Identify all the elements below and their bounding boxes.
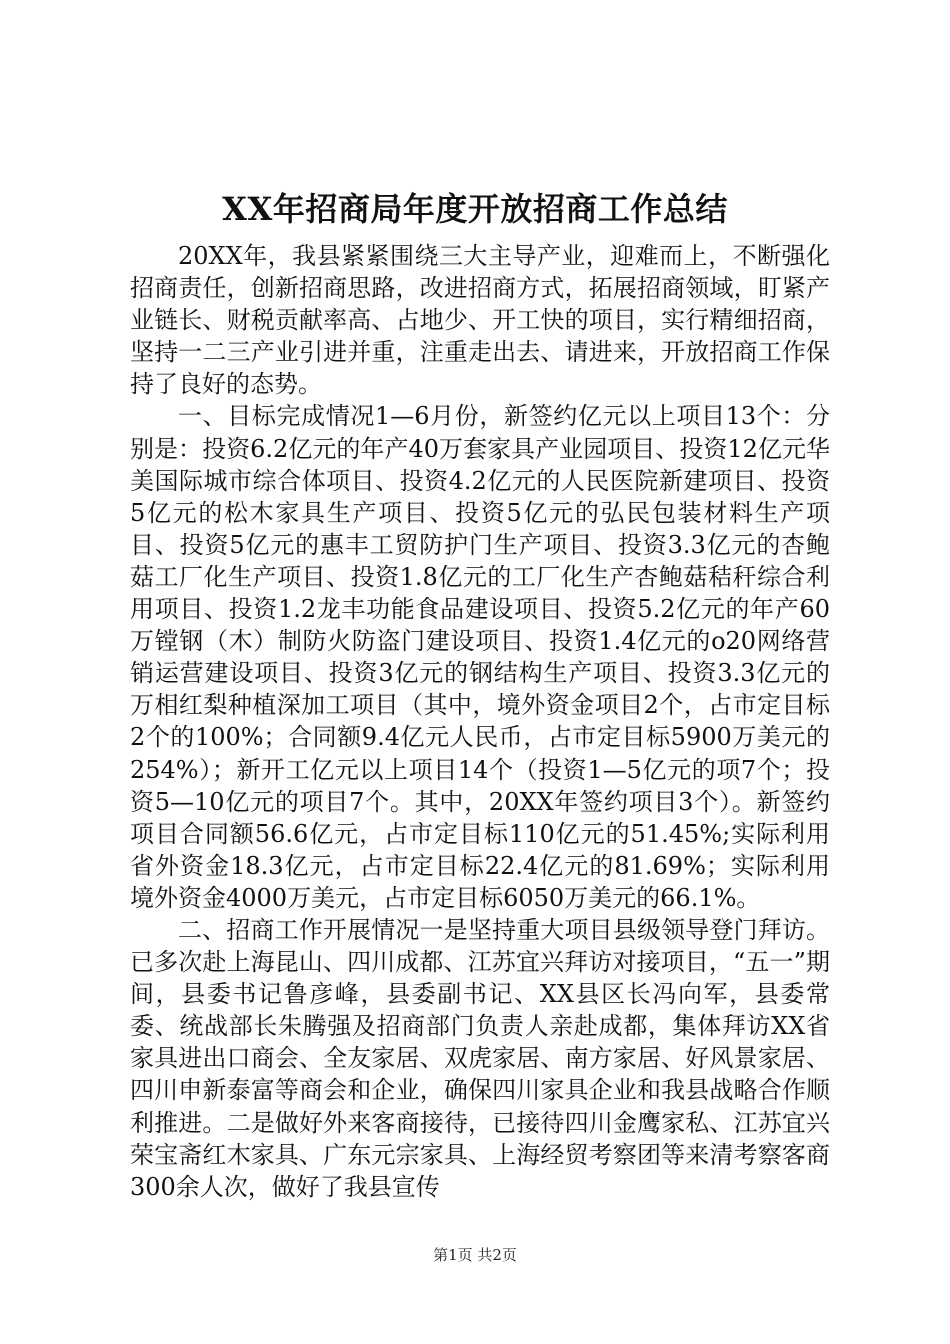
document-title: XX年招商局年度开放招商工作总结: [222, 190, 728, 228]
paragraph-intro: 20XX年，我县紧紧围绕三大主导产业，迎难而上，不断强化招商责任，创新招商思路，改进招商方式，拓展招商领域，盯紧产业链长、财税贡献率高、占地少、开工快的项目，实行精细招商，坚持一二三产业引进并重，注重走出去、请进来，开放招商工作保持了良好的态势。: [130, 242, 830, 399]
paragraph-work-progress: 二、招商工作开展情况一是坚持重大项目县级领导登门拜访。已多次赴上海昆山、四川成都、江苏宜兴拜访对接项目，“五一”期间，县委书记鲁彦峰，县委副书记、XX县区长冯向军，县委常委、统战部长朱腾强及招商部门负责人亲赴成都，集体拜访XX省家具进出口商会、全友家居、双虎家居、南方家居、好风景家居、四川申新泰富等商会和企业，确保四川家具企业和我县战略合作顺利推进。二是做好外来客商接待，已接待四川金鹰家私、江苏宜兴荣宝斋红木家具、广东元宗家具、上海经贸考察团等来清考察客商300余人次，做好了我县宣传: [130, 915, 830, 1201]
paragraph-targets: 一、目标完成情况1—6月份，新签约亿元以上项目13个：分别是：投资6.2亿元的年产40万套家具产业园项目、投资12亿元华美国际城市综合体项目、投资4.2亿元的人民医院新建项目、投资5亿元的松木家具生产项目、投资5亿元的弘民包装材料生产项目、投资5亿元的惠丰工贸防护门生产项目、投资3.3亿元的杏鲍菇工厂化生产项目、投资1.8亿元的工厂化生产杏鲍菇秸秆综合利用项目、投资1.2龙丰功能食品建设项目、投资5.2亿元的年产60万镗钢（木）制防火防盗门建设项目、投资1.4亿元的o20网络营销运营建设项目、投资3亿元的钢结构生产项目、投资3.3亿元的万相红梨种植深加工项目（其中，境外资金项目2个，占市定目标2个的100%；合同额9.4亿元人民币，占市定目标5900万美元的254%）；新开工亿元以上项目14个（投资1—5亿元的项7个；投资5—10亿元的项目7个。其中，20XX年签约项目3个）。新签约项目合同额56.6亿元，占市定目标110亿元的51.45%;实际利用省外资金18.3亿元，占市定目标22.4亿元的81.69%；实际利用境外资金4000万美元，占市定目标6050万美元的66.1%。: [130, 402, 830, 912]
page-number-footer: 第1页 共2页: [433, 1246, 517, 1264]
document-body: [130, 240, 830, 1203]
